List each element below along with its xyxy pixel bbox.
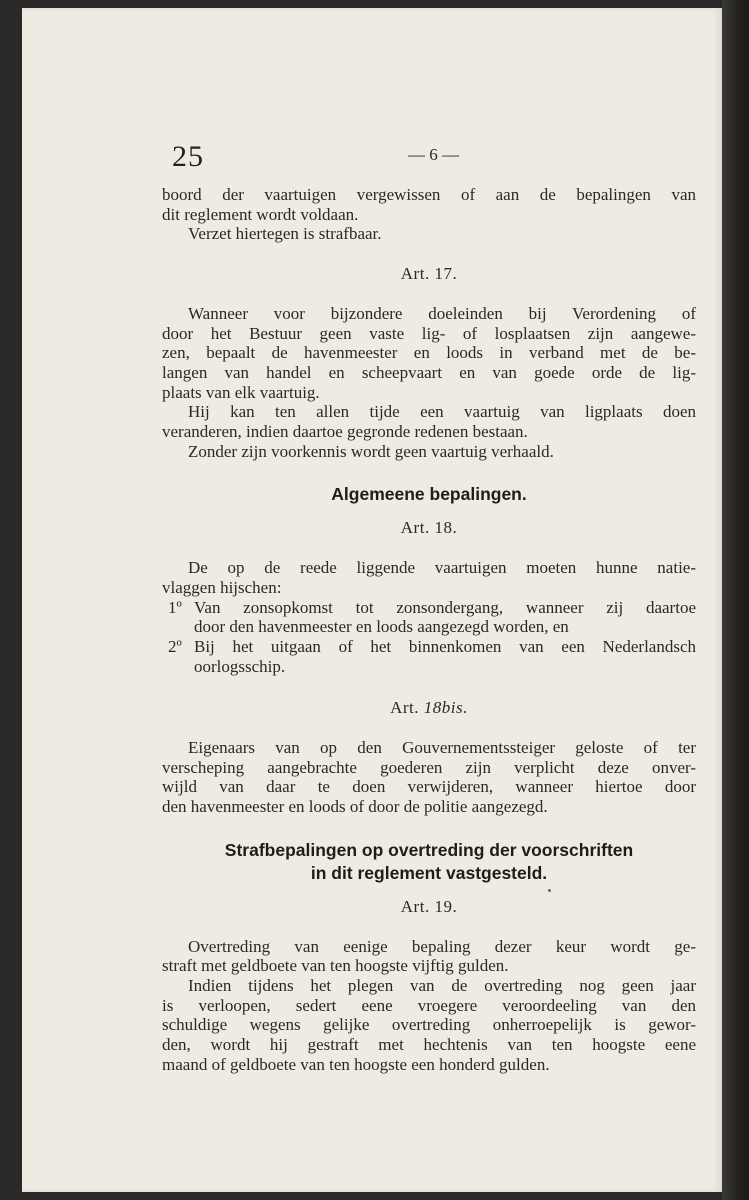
text-line: schuldige wegens gelijke overtreding onherroepelijk is gewor- (162, 1015, 696, 1035)
text-line: door den havenmeester en loods aangezegd worden, en (194, 617, 569, 637)
intro-paragraph (162, 185, 696, 224)
article-title-18: Art. 18. (400, 518, 458, 538)
text-line: oorlogsschip. (194, 656, 286, 676)
book-spine (722, 0, 749, 1200)
text-line: Van zonsopkomst tot zonsondergang, wanneer zij daartoe (194, 597, 696, 617)
article-title-17: Art. 17. (400, 264, 458, 284)
page-number: — 6 — (408, 145, 459, 164)
text-line: Bij het uitgaan of het binnenkomen van een Nederlandsch (194, 636, 696, 656)
text-line: De op de reede liggende vaartuigen moeten hunne natie- (188, 558, 696, 578)
list-number: 1º (168, 597, 182, 617)
text-line: den, wordt hij gestraft met hechtenis van ten hoogste eene (162, 1035, 696, 1055)
text-line: verscheping aangebrachte goederen zijn verplicht deze onver- (162, 757, 696, 777)
list-item (168, 637, 696, 676)
text-line: Hij kan ten allen tijde een vaartuig van ligplaats doen (188, 402, 696, 422)
text-line: Zonder zijn voorkennis wordt geen vaartuig verhaald. (188, 441, 554, 461)
article-title-19: Art. 19. (400, 896, 458, 916)
text-line: boord der vaartuigen vergewissen of aan de bepalingen van (162, 185, 696, 204)
folio-number: 25 (172, 140, 204, 173)
art17-paragraph-3 (162, 442, 696, 462)
text-line: dit reglement wordt voldaan. (162, 204, 359, 224)
heading-line: in dit reglement vastgesteld. (310, 862, 548, 883)
article-title-18bis (162, 698, 696, 718)
text-line: wijld van daar te doen verwijderen, wanneer hiertoe door (162, 777, 696, 797)
text-line: langen van handel en scheepvaart en van goede orde de lig- (162, 362, 696, 382)
heading-line: Strafbepalingen op overtreding der voorschriften (224, 839, 634, 860)
text-line: plaats van elk vaartuig. (162, 382, 320, 402)
text-line: veranderen, indien daartoe gegronde redenen bestaan. (162, 422, 528, 442)
text-line: Verzet hiertegen is strafbaar. (188, 224, 382, 244)
text-line: maand of geldboete van ten hoogste een honderd gulden. (162, 1054, 550, 1074)
text-line: zen, bepaalt de havenmeester en loods in verband met de be- (162, 343, 696, 363)
text-line: door het Bestuur geen vaste lig- of losplaatsen zijn aangewe- (162, 323, 696, 343)
art18bis-paragraph (162, 738, 696, 817)
art17-paragraph-2 (162, 402, 696, 441)
text-line: Indien tijdens het plegen van de overtreding nog geen jaar (188, 975, 696, 995)
art19-paragraph-1 (162, 937, 696, 976)
page-content (162, 185, 696, 1075)
art18-paragraph-1 (162, 558, 696, 597)
art17-paragraph-1 (162, 304, 696, 403)
list-number: 2º (168, 636, 182, 656)
text-line: den havenmeester en loods of door de politie aangezegd. (162, 797, 548, 817)
text-line: Eigenaars van op den Gouvernementssteiger geloste of ter (188, 738, 696, 758)
list-item (168, 598, 696, 637)
text-line: straft met geldboete van ten hoogste vijftig gulden. (162, 956, 509, 976)
intro-paragraph-2 (162, 224, 696, 244)
text-line: Wanneer voor bijzondere doeleinden bij Verordening of (188, 303, 696, 323)
section-heading-strafbepalingen (162, 839, 696, 885)
article-prefix: Art. (390, 698, 424, 718)
art19-paragraph-2 (162, 976, 696, 1075)
ink-speck (548, 889, 551, 892)
text-line: vlaggen hijschen: (162, 577, 282, 597)
article-number-italic: 18bis. (423, 698, 468, 718)
text-line: Overtreding van eenige bepaling dezer keur wordt ge- (188, 936, 696, 956)
text-line: is verloopen, sedert eene vroegere veroordeeling van den (162, 995, 696, 1015)
section-heading-algemeene: Algemeene bepalingen. (331, 484, 527, 505)
